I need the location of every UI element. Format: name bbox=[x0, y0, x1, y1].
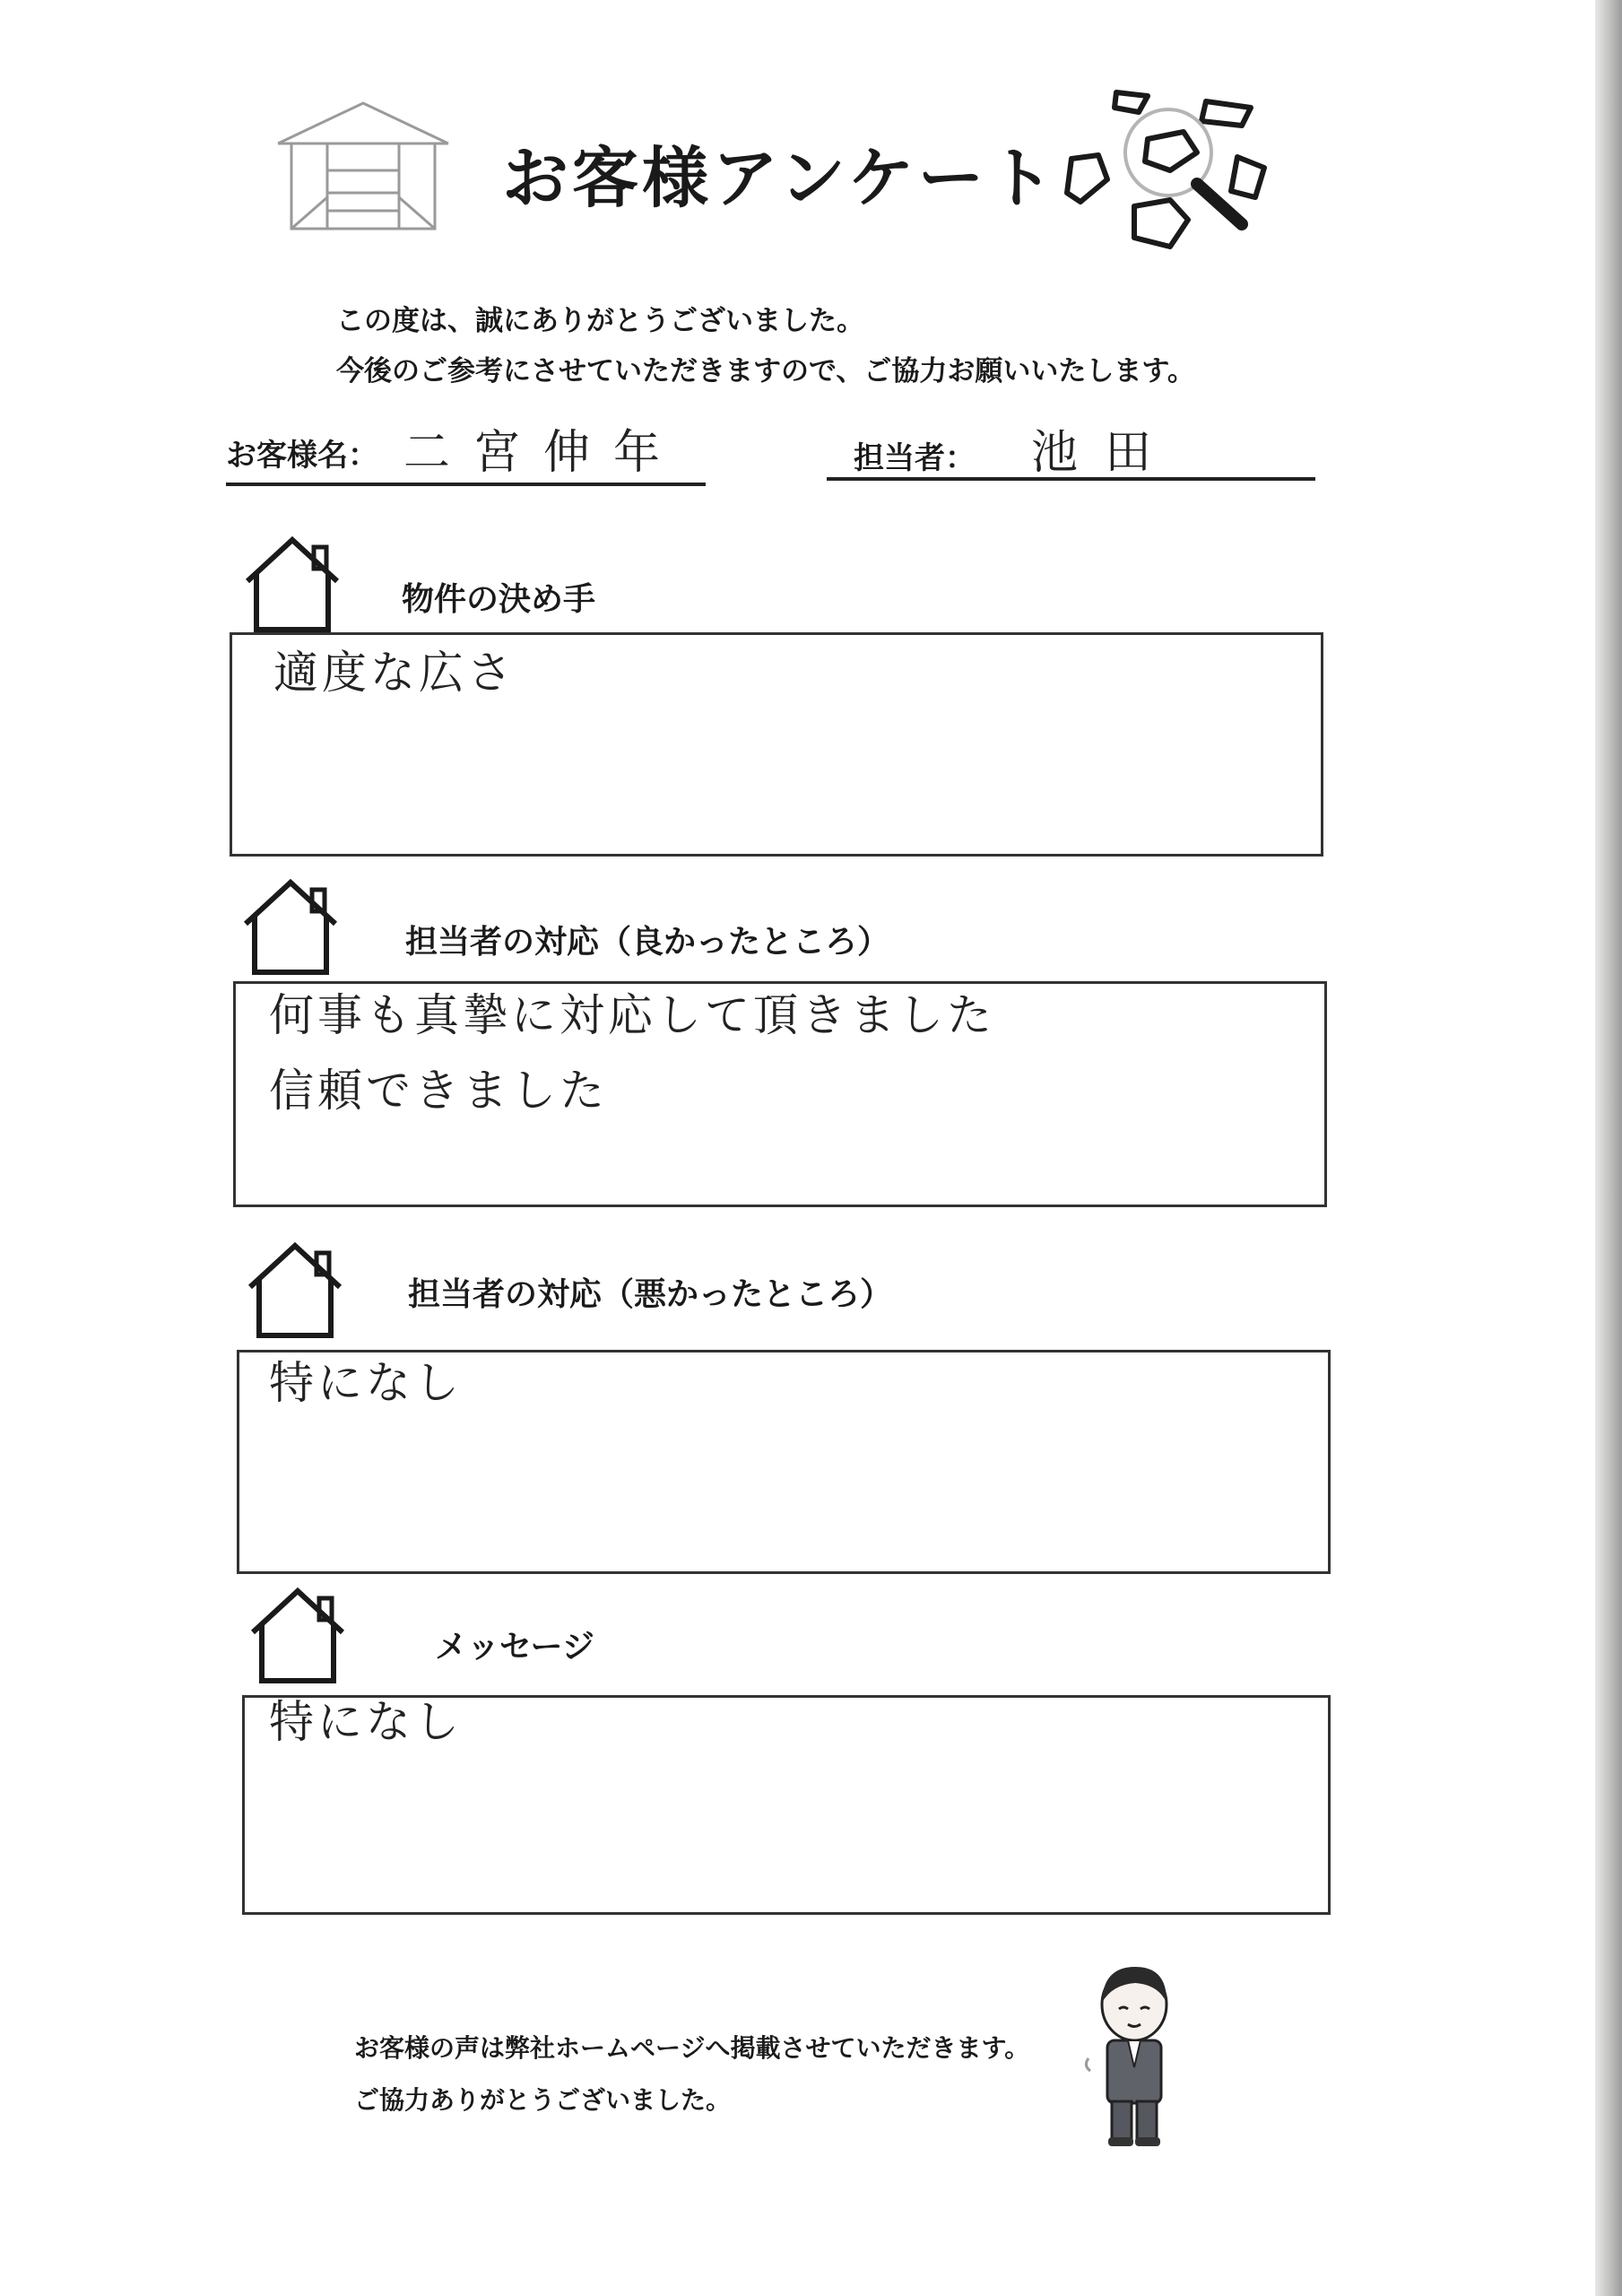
house-outline-icon bbox=[242, 879, 339, 976]
answer-staff-good bbox=[269, 978, 995, 1128]
paper-edge bbox=[1595, 0, 1622, 2296]
answer-line: 適度な広さ bbox=[273, 647, 516, 699]
staff-underline bbox=[827, 477, 1315, 481]
staff-value: 池田 bbox=[1031, 426, 1179, 480]
answer-line: 信頼できました bbox=[269, 1065, 608, 1117]
footer-line-1: お客様の声は弊社ホームページへ掲載させていただきます。 bbox=[354, 2033, 1030, 2063]
answer-staff-bad bbox=[269, 1345, 463, 1421]
customer-name-value: 二宮伸年 bbox=[403, 426, 684, 480]
customer-name-label: お客様名： bbox=[226, 438, 378, 474]
staff-figure-icon bbox=[1076, 1960, 1193, 2148]
footer-text bbox=[354, 2022, 1029, 2126]
house-outline-icon bbox=[244, 536, 341, 633]
intro-line-2: 今後のご参考にさせていただきますので、ご協力お願いいたします。 bbox=[336, 355, 1195, 387]
staff-label: 担当者： bbox=[854, 440, 976, 476]
customer-name-underline bbox=[226, 483, 706, 486]
answer-deciding-factor bbox=[273, 635, 516, 710]
answer-message bbox=[269, 1684, 463, 1760]
magnifier-gems-icon bbox=[1063, 85, 1269, 256]
house-outline-icon bbox=[249, 1587, 346, 1684]
section-title-staff-good: 担当者の対応（良かったところ） bbox=[405, 924, 890, 961]
section-title-deciding-factor: 物件の決め手 bbox=[402, 581, 596, 618]
intro-text bbox=[336, 296, 1195, 396]
answer-line: 何事も真摯に対応して頂きました bbox=[269, 989, 995, 1041]
house-sketch-icon bbox=[273, 99, 453, 233]
section-title-staff-bad: 担当者の対応（悪かったところ） bbox=[408, 1276, 893, 1313]
answer-line: 特になし bbox=[269, 1696, 463, 1748]
intro-line-1: この度は、誠にありがとうございました。 bbox=[336, 305, 864, 337]
answer-line: 特になし bbox=[269, 1357, 463, 1409]
footer-line-2: ご協力ありがとうございました。 bbox=[354, 2085, 732, 2115]
page-title: お客様アンケート bbox=[502, 140, 1058, 217]
house-outline-icon bbox=[247, 1242, 343, 1339]
section-title-message: メッセージ bbox=[435, 1629, 594, 1665]
